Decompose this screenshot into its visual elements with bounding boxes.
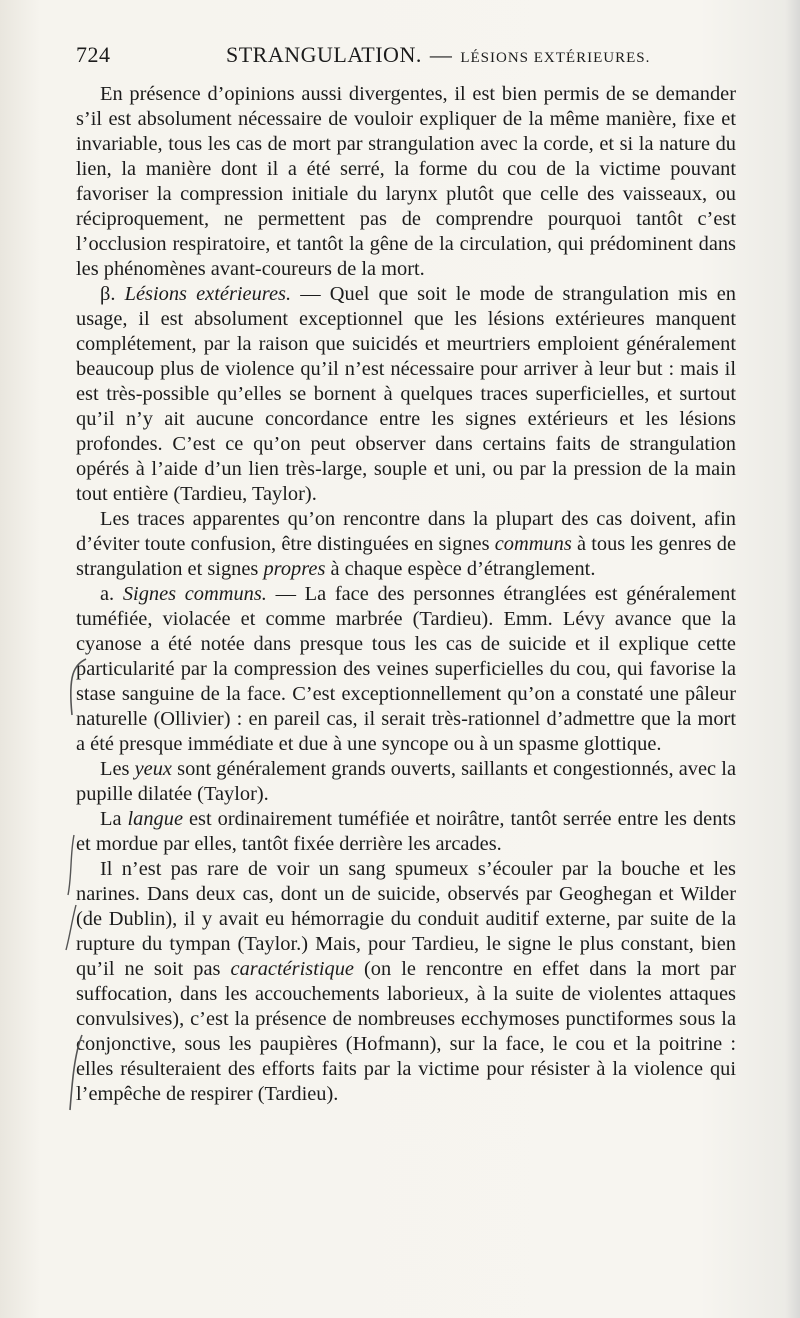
- emphasis: langue: [127, 808, 183, 830]
- section-marker: β.: [100, 283, 116, 305]
- paragraph-sang-spumeux: [76, 857, 736, 1107]
- paragraph-text: — Quel que soit le mode de strangulation mis en usage, il est absolument exceptionnel que les lésions extérieures manquent complétement, par la raison que suicidés et meurtriers emploient généralement beaucoup plus de violence qu’il n’est nécessaire pour arriver à leur but : mais il est très-possible qu’elles se bornent à quelques traces superficielles, et surtout qu’il n’y ait aucune concordance entre les signes extérieurs et les lésions profondes. C’est ce qu’on peut observer dans certains faits de strangulation opérés à l’aide d’un lien très-large, souple et uni, ou par la pression de la main tout entière (Tardieu, Taylor).: [76, 283, 736, 505]
- section-heading: Lésions extérieures.: [124, 283, 292, 305]
- paragraph-text: Les traces apparentes qu’on rencontre dans la plupart des cas doivent, afin d’éviter toute confusion, être distinguées en signes: [76, 508, 736, 555]
- pencil-mark-middle: [68, 835, 74, 895]
- section-marker: a.: [100, 583, 115, 605]
- paragraph-traces: [76, 507, 736, 582]
- paragraph-text: est ordinairement tuméfiée et noirâtre, tantôt serrée entre les dents et mordue par elles, tantôt fixée derrière les arcades.: [76, 808, 736, 855]
- paragraph-text: Il n’est pas rare de voir un sang spumeux s’écouler par la bouche et les narines. Dans deux cas, dont un de suicide, observés par Geoghegan et Wilder (de Dublin), il y avait eu hémorragie du conduit auditif externe, par suite de la rupture du tympan (Taylor.) Mais, pour Tardieu, le signe le plus constant, bien qu’il ne soit pas: [76, 858, 736, 980]
- paragraph-text: — La face des personnes étranglées est généralement tuméfiée, violacée et comme marbrée (Tardieu). Emm. Lévy avance que la cyanose a été notée dans presque tous les cas de suicide et il explique cette particularité par la compression des veines superficielles du cou, qui favorise la stase sanguine de la face. C’est exceptionnellement qu’on a constaté une pâleur naturelle (Ollivier) : en pareil cas, il serait très-rationnel d’admettre que la mort a été presque immédiate et due à une syncope ou à un spasme glottique.: [76, 583, 736, 755]
- pencil-mark-lower: [66, 905, 76, 950]
- paragraph-lesions-exterieures: [76, 282, 736, 507]
- paragraph-text: (on le rencontre en effet dans la mort par suffocation, dans les accouchements laborieux, à la suite de violentes attaques convulsives), c’est la présence de nombreuses ecchymoses punctiformes sous la conjonctive, sous les paupières (Hofmann), sur la face, le cou et la poitrine : elles résulteraient des efforts faits par la victime pour résister à la violence qui l’empêche de respirer (Tardieu).: [76, 958, 736, 1105]
- header-title: [226, 42, 650, 68]
- paragraph-text: à chaque espèce d’étranglement.: [325, 558, 596, 580]
- running-header: [76, 42, 736, 72]
- pencil-mark-bottom: [70, 1035, 82, 1110]
- pencil-margin-marks: [60, 655, 90, 1115]
- paragraph-yeux: [76, 757, 736, 807]
- header-dash: —: [429, 42, 453, 67]
- pencil-mark-top: [71, 659, 86, 715]
- paragraph-text: La: [100, 808, 128, 830]
- header-subtitle: LÉSIONS EXTÉRIEURES.: [460, 50, 651, 66]
- emphasis: communs: [494, 533, 572, 555]
- paragraph-text: Les: [100, 758, 135, 780]
- page-number: 724: [76, 42, 111, 67]
- paragraph-text: à tous les genres de strangulation et signes: [76, 533, 736, 580]
- emphasis: yeux: [134, 758, 172, 780]
- emphasis: propres: [263, 558, 326, 580]
- paragraph-langue: [76, 807, 736, 857]
- paragraph-divergentes: [76, 82, 736, 282]
- emphasis: caractéristique: [230, 958, 354, 980]
- section-heading: Signes communs.: [122, 583, 267, 605]
- body-text: [76, 82, 736, 1107]
- paragraph-text: sont généralement grands ouverts, saillants et congestionnés, avec la pupille dilatée (Taylor).: [76, 758, 736, 805]
- header-main-title: STRANGULATION.: [226, 42, 422, 67]
- paragraph-text: En présence d’opinions aussi divergentes, il est bien permis de se demander s’il est absolument nécessaire de vouloir expliquer de la même manière, fixe et invariable, tous les cas de mort par strangulation avec la corde, et si la nature du lien, la manière dont il a été serré, la forme du cou de la victime pouvant favoriser la compression initiale du larynx plutôt que celle des vaisseaux, ou réciproquement, ne permettent pas de comprendre pourquoi tantôt c’est l’occlusion respiratoire, et tantôt la gêne de la circulation, qui prédominent dans les phénomènes avant-coureurs de la mort.: [76, 83, 736, 280]
- paragraph-signes-communs: [76, 582, 736, 757]
